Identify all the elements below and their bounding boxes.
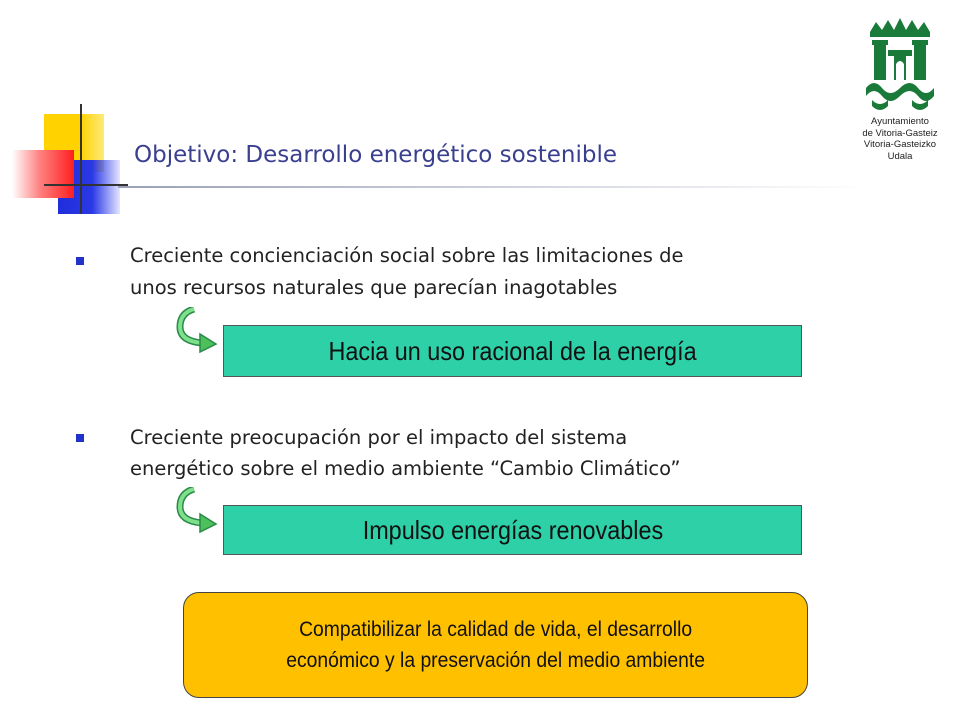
logo-caption-line: Vitoria-Gasteizko [863,139,937,150]
logo-caption-line: Udala [887,150,913,162]
logo-caption-line: de Vitoria-Gasteiz [862,127,938,139]
result-box-label: Hacia un uso racional de la energía [328,335,697,366]
decorative-vertical-line [80,104,82,214]
logo-caption [840,116,960,162]
result-box-rational-use [223,325,802,377]
bullet-text-line: Creciente preocupación por el impacto del sistema [130,426,628,449]
curved-arrow-icon [176,487,220,533]
bullet-text-line: unos recursos naturales que parecían inagotables [130,276,618,299]
result-box-renewables [223,505,802,555]
bullet-text-line: energético sobre el medio ambiente “Cambio Climático” [130,457,681,480]
decorative-horizontal-line [44,184,128,186]
slide-title: Objetivo: Desarrollo energético sostenible [134,142,617,168]
decorative-red-square [12,150,74,198]
curved-arrow-icon [176,307,220,353]
conclusion-line: económico y la preservación del medio ambiente [286,649,705,672]
logo-caption-line: Ayuntamiento [871,116,929,127]
title-underline [118,186,868,188]
bullet-marker [76,257,84,265]
conclusion-box [183,592,808,698]
result-box-label: Impulso energías renovables [362,514,663,545]
conclusion-line: Compatibilizar la calidad de vida, el desarrollo [298,618,693,641]
bullet-text-line: Creciente concienciación social sobre las limitaciones de [130,244,684,267]
bullet-marker [76,434,84,442]
